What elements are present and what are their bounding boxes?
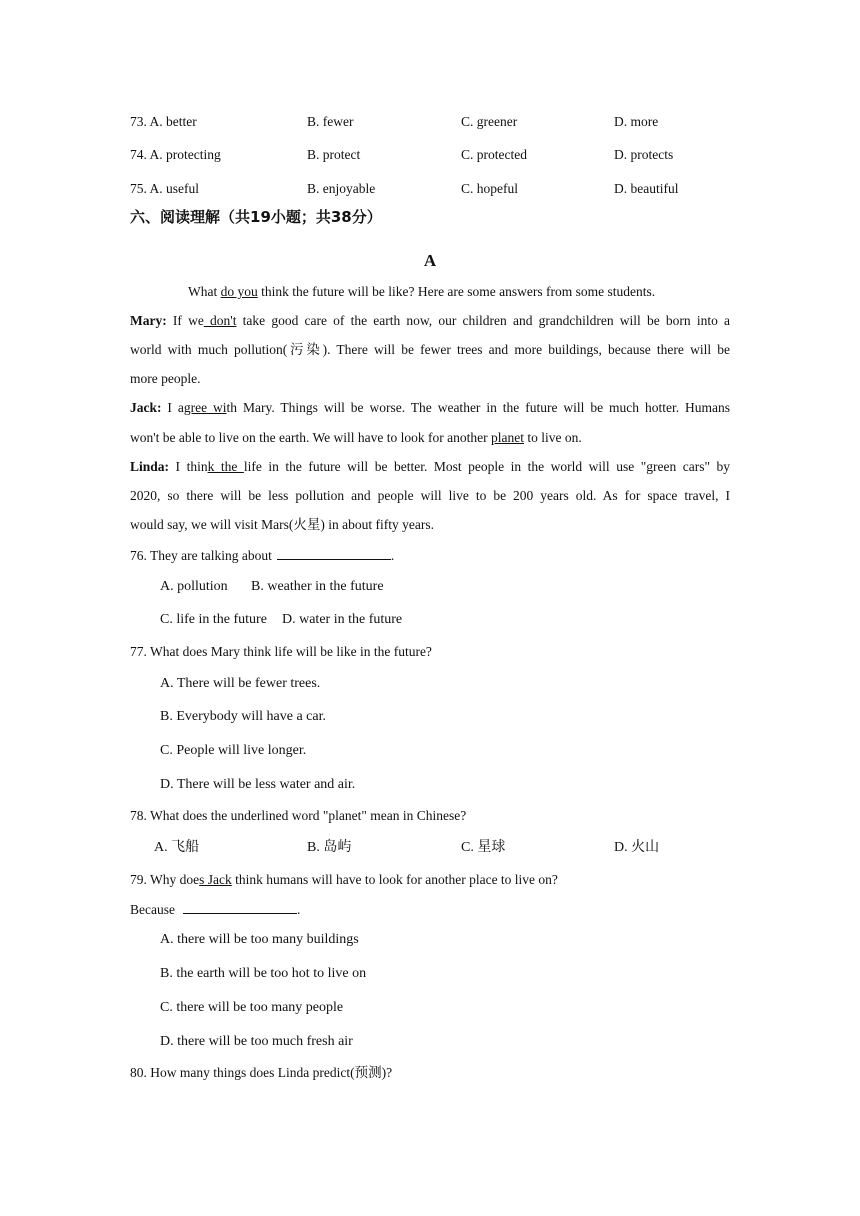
q78-option-a: A. 飞船 bbox=[154, 840, 200, 855]
q79-option-c: C. there will be too many people bbox=[160, 1000, 344, 1015]
answer-blank bbox=[277, 547, 391, 560]
q79-option-d: D. there will be too much fresh air bbox=[160, 1034, 353, 1049]
q77-option-d: D. There will be less water and air. bbox=[160, 777, 356, 792]
q73-option-d: D. more bbox=[614, 114, 659, 129]
q74-option-d: D. protects bbox=[614, 147, 674, 162]
passage-title: A bbox=[423, 251, 437, 270]
q80-stem: 80. How many things does Linda predict(预测)? bbox=[130, 1065, 393, 1080]
q75-option-a: 75. A. useful bbox=[130, 181, 199, 196]
q79-stem: 79. Why does Jack think humans will have to look for another place to live on? bbox=[130, 872, 558, 887]
q76-option-d: D. water in the future bbox=[282, 612, 403, 627]
answer-blank bbox=[183, 901, 297, 914]
q75-option-b: B. enjoyable bbox=[307, 181, 376, 196]
q77-option-c: C. People will live longer. bbox=[160, 743, 307, 758]
q74-option-a: 74. A. protecting bbox=[130, 147, 221, 162]
q77-stem: 77. What does Mary think life will be like in the future? bbox=[130, 644, 432, 659]
q79-because: Because . bbox=[130, 902, 301, 917]
jack-line-2: won't be able to live on the earth. We will have to look for another planet to live on. bbox=[130, 430, 582, 445]
passage-intro: What do you think the future will be like? Here are some answers from some students. bbox=[188, 284, 656, 299]
jack-line-1: Jack: I agree with Mary. Things will be worse. The weather in the future will be much hotter. Humans bbox=[130, 400, 730, 415]
speaker-mary: Mary: bbox=[130, 313, 167, 328]
q77-option-b: B. Everybody will have a car. bbox=[160, 709, 327, 724]
speaker-jack: Jack: bbox=[130, 400, 162, 415]
q78-stem: 78. What does the underlined word "planet" mean in Chinese? bbox=[130, 808, 467, 823]
q76-option-b: B. weather in the future bbox=[251, 579, 384, 594]
linda-line-3: would say, we will visit Mars(火星) in about fifty years. bbox=[130, 517, 434, 532]
linda-line-1: Linda: I think the life in the future will be better. Most people in the world will use "green cars" by bbox=[130, 459, 730, 474]
q78-option-c: C. 星球 bbox=[461, 840, 506, 855]
q77-option-a: A. There will be fewer trees. bbox=[160, 676, 321, 691]
q75-option-c: C. hopeful bbox=[461, 181, 518, 196]
q74-option-b: B. protect bbox=[307, 147, 361, 162]
mary-line-2: world with much pollution(污染). There will be fewer trees and more buildings, because there will be bbox=[130, 342, 730, 357]
q74-option-c: C. protected bbox=[461, 147, 527, 162]
q79-option-b: B. the earth will be too hot to live on bbox=[160, 966, 367, 981]
q76-option-a: A. pollution bbox=[160, 579, 228, 594]
speaker-linda: Linda: bbox=[130, 459, 170, 474]
mary-line-3: more people. bbox=[130, 371, 201, 386]
q76-stem: 76. They are talking about . bbox=[130, 548, 395, 563]
q78-option-d: D. 火山 bbox=[614, 840, 660, 855]
mary-line-1: Mary: If we don't take good care of the earth now, our children and grandchildren will be born into a bbox=[130, 313, 731, 328]
q75-option-d: D. beautiful bbox=[614, 181, 679, 196]
section-heading: 六、阅读理解（共19小题；共38分） bbox=[130, 208, 382, 226]
q79-option-a: A. there will be too many buildings bbox=[160, 932, 359, 947]
q73-option-b: B. fewer bbox=[307, 114, 354, 129]
q73-option-a: 73. A. better bbox=[130, 114, 197, 129]
q73-option-c: C. greener bbox=[461, 114, 518, 129]
linda-line-2: 2020, so there will be less pollution and people will live to be 200 years old. As for space travel, I bbox=[130, 488, 730, 503]
underlined-word-planet: planet bbox=[491, 430, 524, 445]
q78-option-b: B. 岛屿 bbox=[307, 840, 352, 855]
q76-option-c: C. life in the future bbox=[160, 612, 267, 627]
